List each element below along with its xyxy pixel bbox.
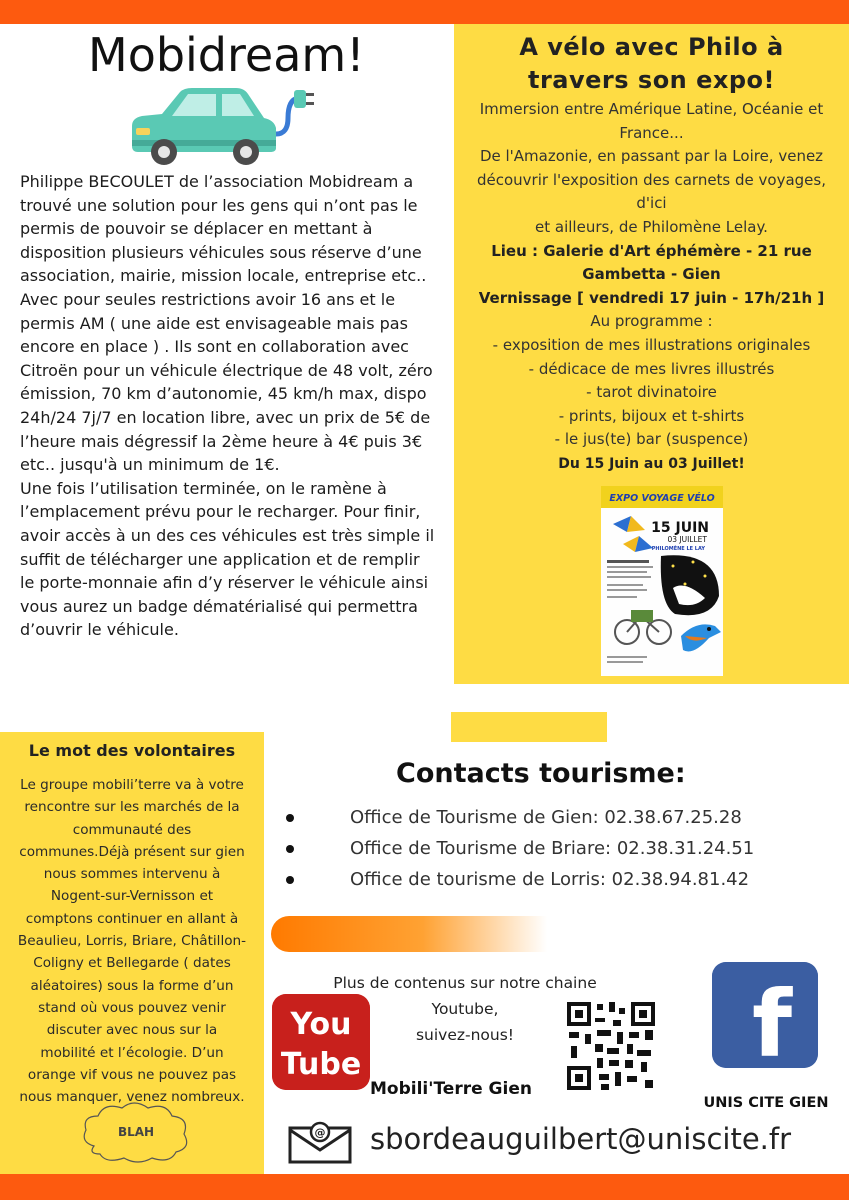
youtube-channel-name: Mobili'Terre Gien [370,1079,532,1099]
volunteers-text: Le groupe mobili’terre va à votre rencontre sur les marchés de la communauté des communes.Déjà présent sur gien nous sommes intervenu à Nogent-sur-Vernisson et comptons continuer en allant à Beaulieu, Lorris, Briare, Châtillon- Coligny et Bellegarde ( dates aléatoires) sous la forme d’un stand où vous pouvez venir discuter avec nous sur la mobilité et l’écologie. D’un orange vif vous ne pouvez pas nous manquer, venez nombreux. [17,777,247,1106]
electric-car-icon [118,78,318,170]
contact-briare: Office de Tourisme de Briare: 02.38.31.24.51 [284,833,804,864]
contact-lorris: Office de tourisme de Lorris: 02.38.94.81.42 [284,864,804,895]
expo-poster-image [601,486,723,676]
contacts-title: Contacts tourisme: [396,758,686,789]
expo-dates: Du 15 Juin au 03 Juillet! [558,456,745,472]
contact-gien: Office de Tourisme de Gien: 02.38.67.25.28 [284,802,804,833]
poster-artist: PHILOMÈNE LE LAY [651,546,705,552]
svg-text:BLAH: BLAH [117,1125,155,1139]
bullet-icon [286,845,294,853]
poster-header: EXPO VOYAGE VÉLO [609,493,715,504]
svg-text:Tube: Tube [280,1047,362,1082]
volunteers-title: Le mot des volontaires [28,741,236,760]
article-body: Philippe BECOULET de l’association Mobidream a trouvé une solution pour les gens qui n’ont pas le permis de pouvoir se déplacer en mettant à disposition plusieurs véhicules sous réserve d’une association, mairie, mission locale, entreprise etc.. Avec pour seules restrictions avoir 16 ans et le permis AM ( une aide est envisageable mais pas encore en place ) . Ils sont en collaboration avec Citroën pour un véhicule électrique de 48 volt, zéro émission, 70 km d’autonomie, 45 km/h max, dispo 24h/24 7j/7 en location libre, avec un prix de 5€ de l’heure mais dégressif la 2ème heure à 4€ puis 3€ etc.. jusqu'à un minimum de 1€. Une fois l’utilisation terminée, on le ramène à l’emplacement prévu pour le recharger. Pour finir, avoir accès à un des ces véhicules est très simple il suffit de télécharger une application et de remplir le porte-monnaie afin d’y réserver le véhicule ainsi vous aurez un badge dématérialisé qui permettra d’ouvrir le véhicule. [20,172,435,640]
article-title: Mobidream! [88,28,365,82]
top-orange-bar [0,0,849,24]
svg-text:f: f [751,971,793,1068]
youtube-logo-icon[interactable] [272,994,370,1090]
expo-description: Immersion entre Amérique Latine, Océanie et France... De l'Amazonie, en passant par la Loire, venez découvrir l'exposition des carnets de voyages, d'ici et ailleurs, de Philomène Lelay. Lieu : Galerie d'Art éphémère - 21 rue Gambetta - Gien Vernissage [ vendredi 17 juin - 17h/21h ] Au programme : - exposition de mes illustrations originales - dédicace de mes livres illustrés - tarot divinatoire - prints, bijoux et t-shirts - le jus(te) bar (suspence) [477,100,826,449]
yellow-accent-strip [451,712,607,742]
blah-cloud-icon [76,1096,196,1166]
expo-panel [454,24,849,684]
bullet-icon [286,876,294,884]
volunteers-panel [0,732,264,1174]
poster-date-start: 15 JUIN [651,520,709,536]
facebook-logo-icon[interactable] [712,962,818,1068]
poster-date-end: 03 JUILLET [667,535,707,544]
youtube-promo-text: Plus de contenus sur notre chaine Youtube, suivez-nous! [333,974,597,1044]
svg-text:@: @ [314,1126,326,1139]
contact-email-link[interactable]: sbordeauguilbert@uniscite.fr [370,1122,792,1156]
email-envelope-icon [288,1120,352,1164]
orange-gradient-bar [271,916,547,952]
bottom-orange-bar [0,1174,849,1200]
svg-text:You: You [290,1007,352,1042]
bullet-icon [286,814,294,822]
facebook-page-name: UNIS CITE GIEN [703,1095,829,1111]
qr-code-icon[interactable] [565,1000,657,1092]
expo-title: A vélo avec Philo à travers son expo! [519,33,784,94]
contacts-list [284,802,804,895]
